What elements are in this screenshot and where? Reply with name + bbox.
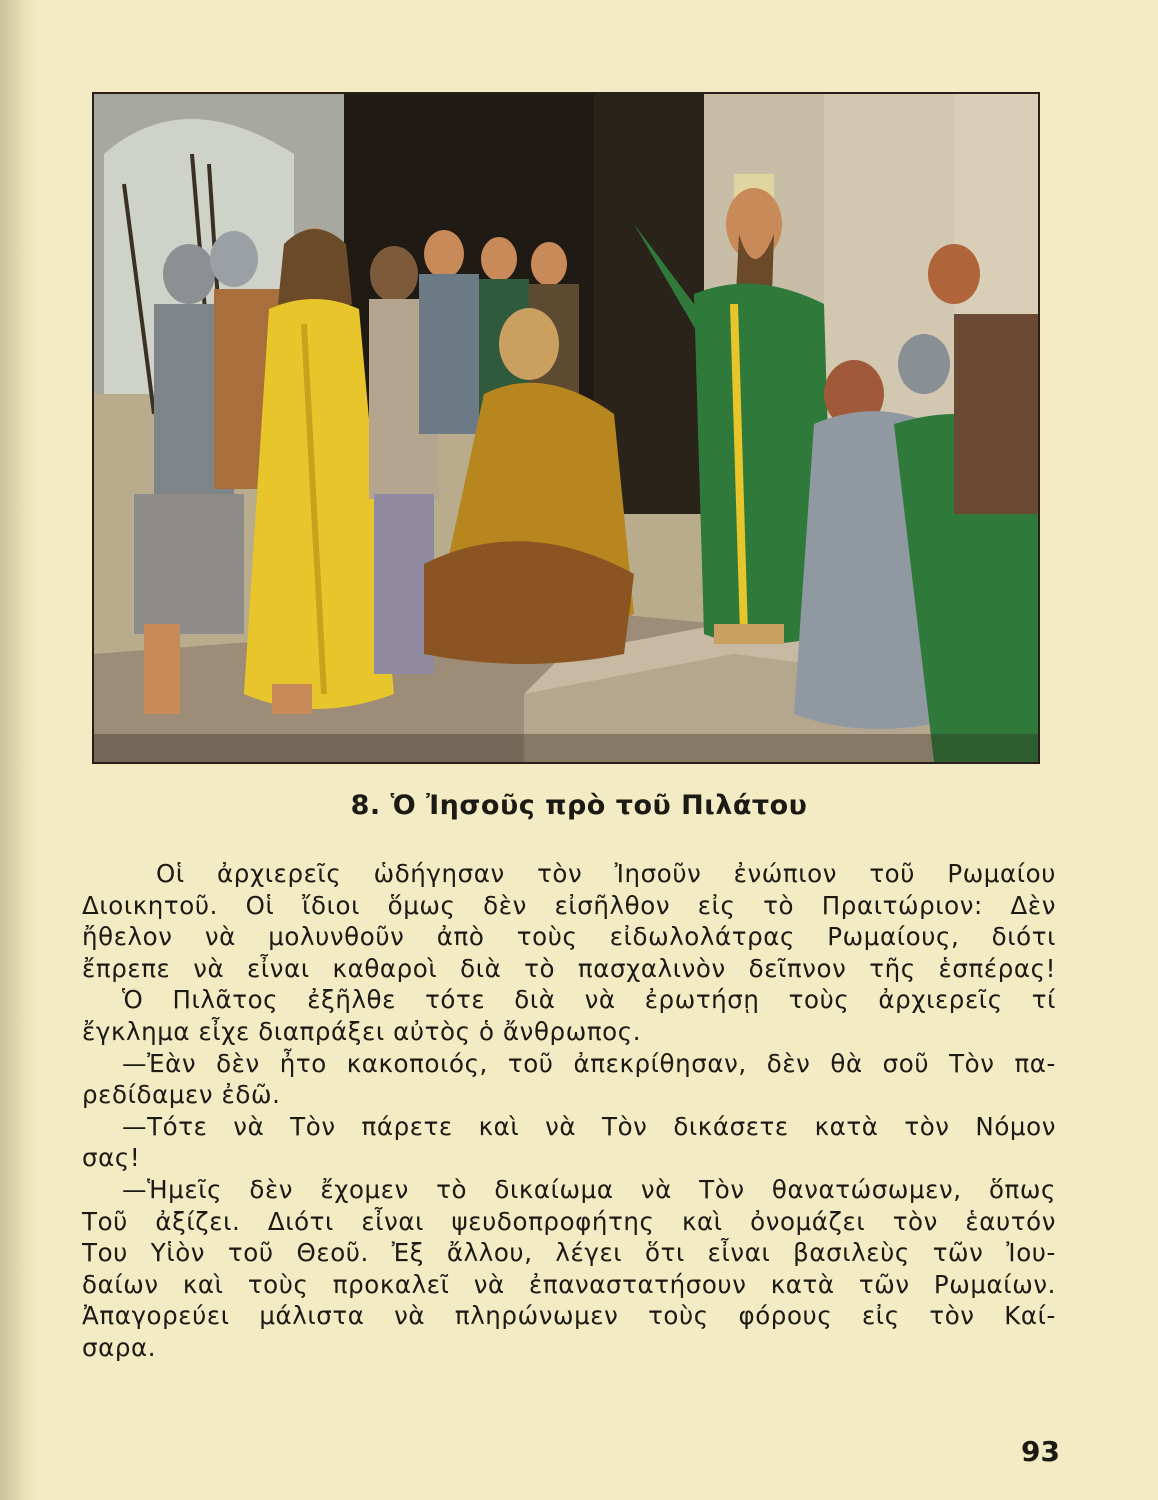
text-line: Ὁ Πιλᾶτος ἐξῆλθε τότε διὰ νὰ ἐρωτήσῃ τοὺς ἀρχιερεῖς τί — [122, 985, 1056, 1015]
text-line: ἤθελον νὰ μολυνθοῦν ἀπὸ τοὺς εἰδωλολάτρας Ρωμαίους, διότι — [82, 922, 1056, 952]
text-line: —Τότε νὰ Τὸν πάρετε καὶ νὰ Τὸν δικάσετε κατὰ τὸν Νόμον — [122, 1111, 1056, 1141]
illustration-jesus-before-pilate — [92, 92, 1040, 764]
text-line: ἔπρεπε νὰ εἶναι καθαροὶ διὰ τὸ πασχαλινὸν δεῖπνον τῆς ἑσπέρας! — [82, 953, 1056, 983]
illustration-canvas — [94, 94, 1038, 762]
text-line: Οἱ ἀρχιερεῖς ὡδήγησαν τὸν Ἰησοῦν ἐνώπιον τοῦ Ρωμαίου — [156, 859, 1056, 888]
chapter-heading — [0, 790, 1158, 821]
text-line: Ἀπαγορεύει μάλιστα νὰ πληρώνωμεν τοὺς φόρους εἰς τὸν Καί- — [82, 1301, 1056, 1331]
text-line: ρεδίδαμεν ἐδῶ. — [82, 1080, 281, 1110]
page-edge-shadow — [0, 0, 38, 1500]
text-line: δαίων καὶ τοὺς προκαλεῖ νὰ ἐπαναστατήσουν κατὰ τῶν Ρωμαίων. — [82, 1269, 1056, 1299]
text-line: Του Υἱὸν τοῦ Θεοῦ. Ἐξ ἄλλου, λέγει ὅτι εἶναι βασιλεὺς τῶν Ἰου- — [82, 1238, 1056, 1268]
text-line: Διοικητοῦ. Οἱ ἴδιοι ὅμως δὲν εἰσῆλθον εἰς τὸ Πραιτώριον: Δὲν — [82, 890, 1056, 920]
text-line: —Ἡμεῖς δὲν ἔχομεν τὸ δικαίωμα νὰ Τὸν θανατώσωμεν, ὅπως — [122, 1174, 1056, 1204]
text-line: Τοῦ ἀξίζει. Διότι εἶναι ψευδοπροφήτης καὶ ὀνομάζει τὸν ἑαυτόν — [82, 1206, 1056, 1236]
chapter-number: 8. — [350, 790, 381, 821]
text-line: ἔγκλημα εἶχε διαπράξει αὐτὸς ὁ ἄνθρωπος. — [82, 1016, 642, 1046]
text-line: σας! — [82, 1143, 141, 1173]
chapter-title: Ὁ Ἰησοῦς πρὸ τοῦ Πιλάτου — [390, 790, 808, 821]
page-number: 93 — [1021, 1435, 1060, 1468]
text-line: —Ἐὰν δὲν ἦτο κακοποιός, τοῦ ἀπεκρίθησαν, δὲν θὰ σοῦ Τὸν πα- — [122, 1048, 1056, 1078]
text-line: σαρα. — [82, 1332, 157, 1362]
chapter-body — [82, 858, 1056, 1364]
